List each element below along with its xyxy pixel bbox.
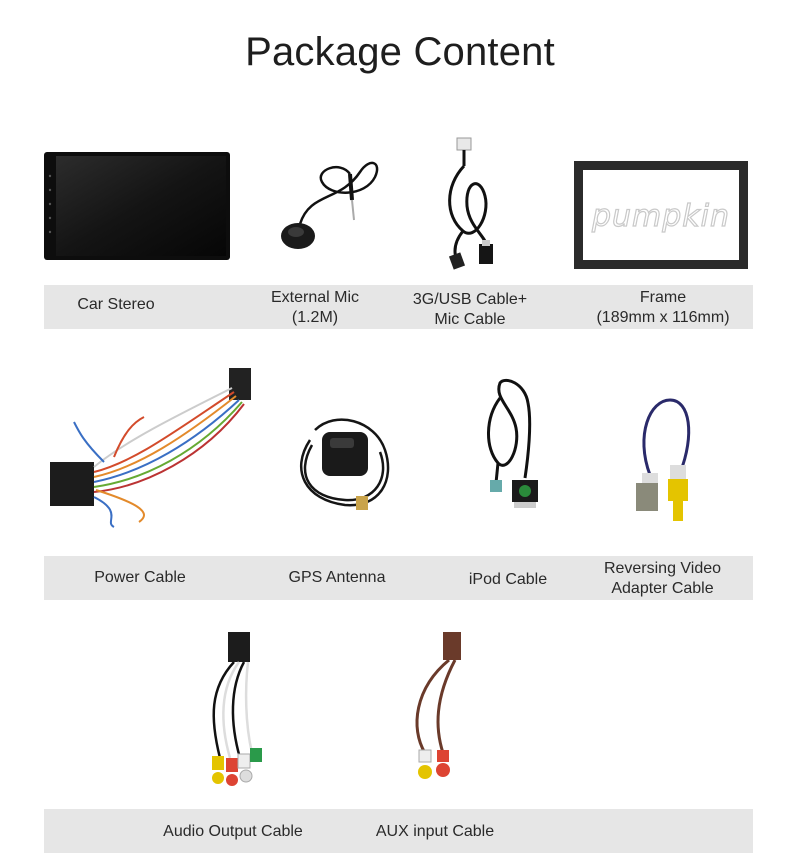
label-power-cable: Power Cable [94,569,186,586]
audio-output-cable-image [190,628,280,793]
power-cable-image [44,362,272,532]
label-usb-cable: 3G/USB Cable+ Mic Cable [412,291,528,328]
car-stereo-image [44,152,230,260]
label-audio-output-cable: Audio Output Cable [163,823,303,840]
label-ipod-cable: iPod Cable [468,571,548,588]
label-frame: Frame (189mm x 116mm) [596,289,730,326]
aux-input-cable-image [395,628,475,788]
reversing-video-cable-image [630,395,705,530]
frame-image [573,160,749,270]
label-external-mic: External Mic (1.2M) [270,289,360,326]
ipod-cable-image [480,378,545,518]
page-title: Package Content [245,30,555,74]
external-mic-image [270,152,385,257]
label-aux-input-cable: AUX input Cable [375,823,495,840]
pumpkin-watermark: pumpkin [591,199,731,234]
label-reversing-video-cable: Reversing Video Adapter Cable [603,560,722,597]
label-gps-antenna: GPS Antenna [288,569,386,586]
usb-cable-image [435,136,515,276]
label-car-stereo: Car Stereo [77,296,155,313]
gps-antenna-image [290,400,400,515]
